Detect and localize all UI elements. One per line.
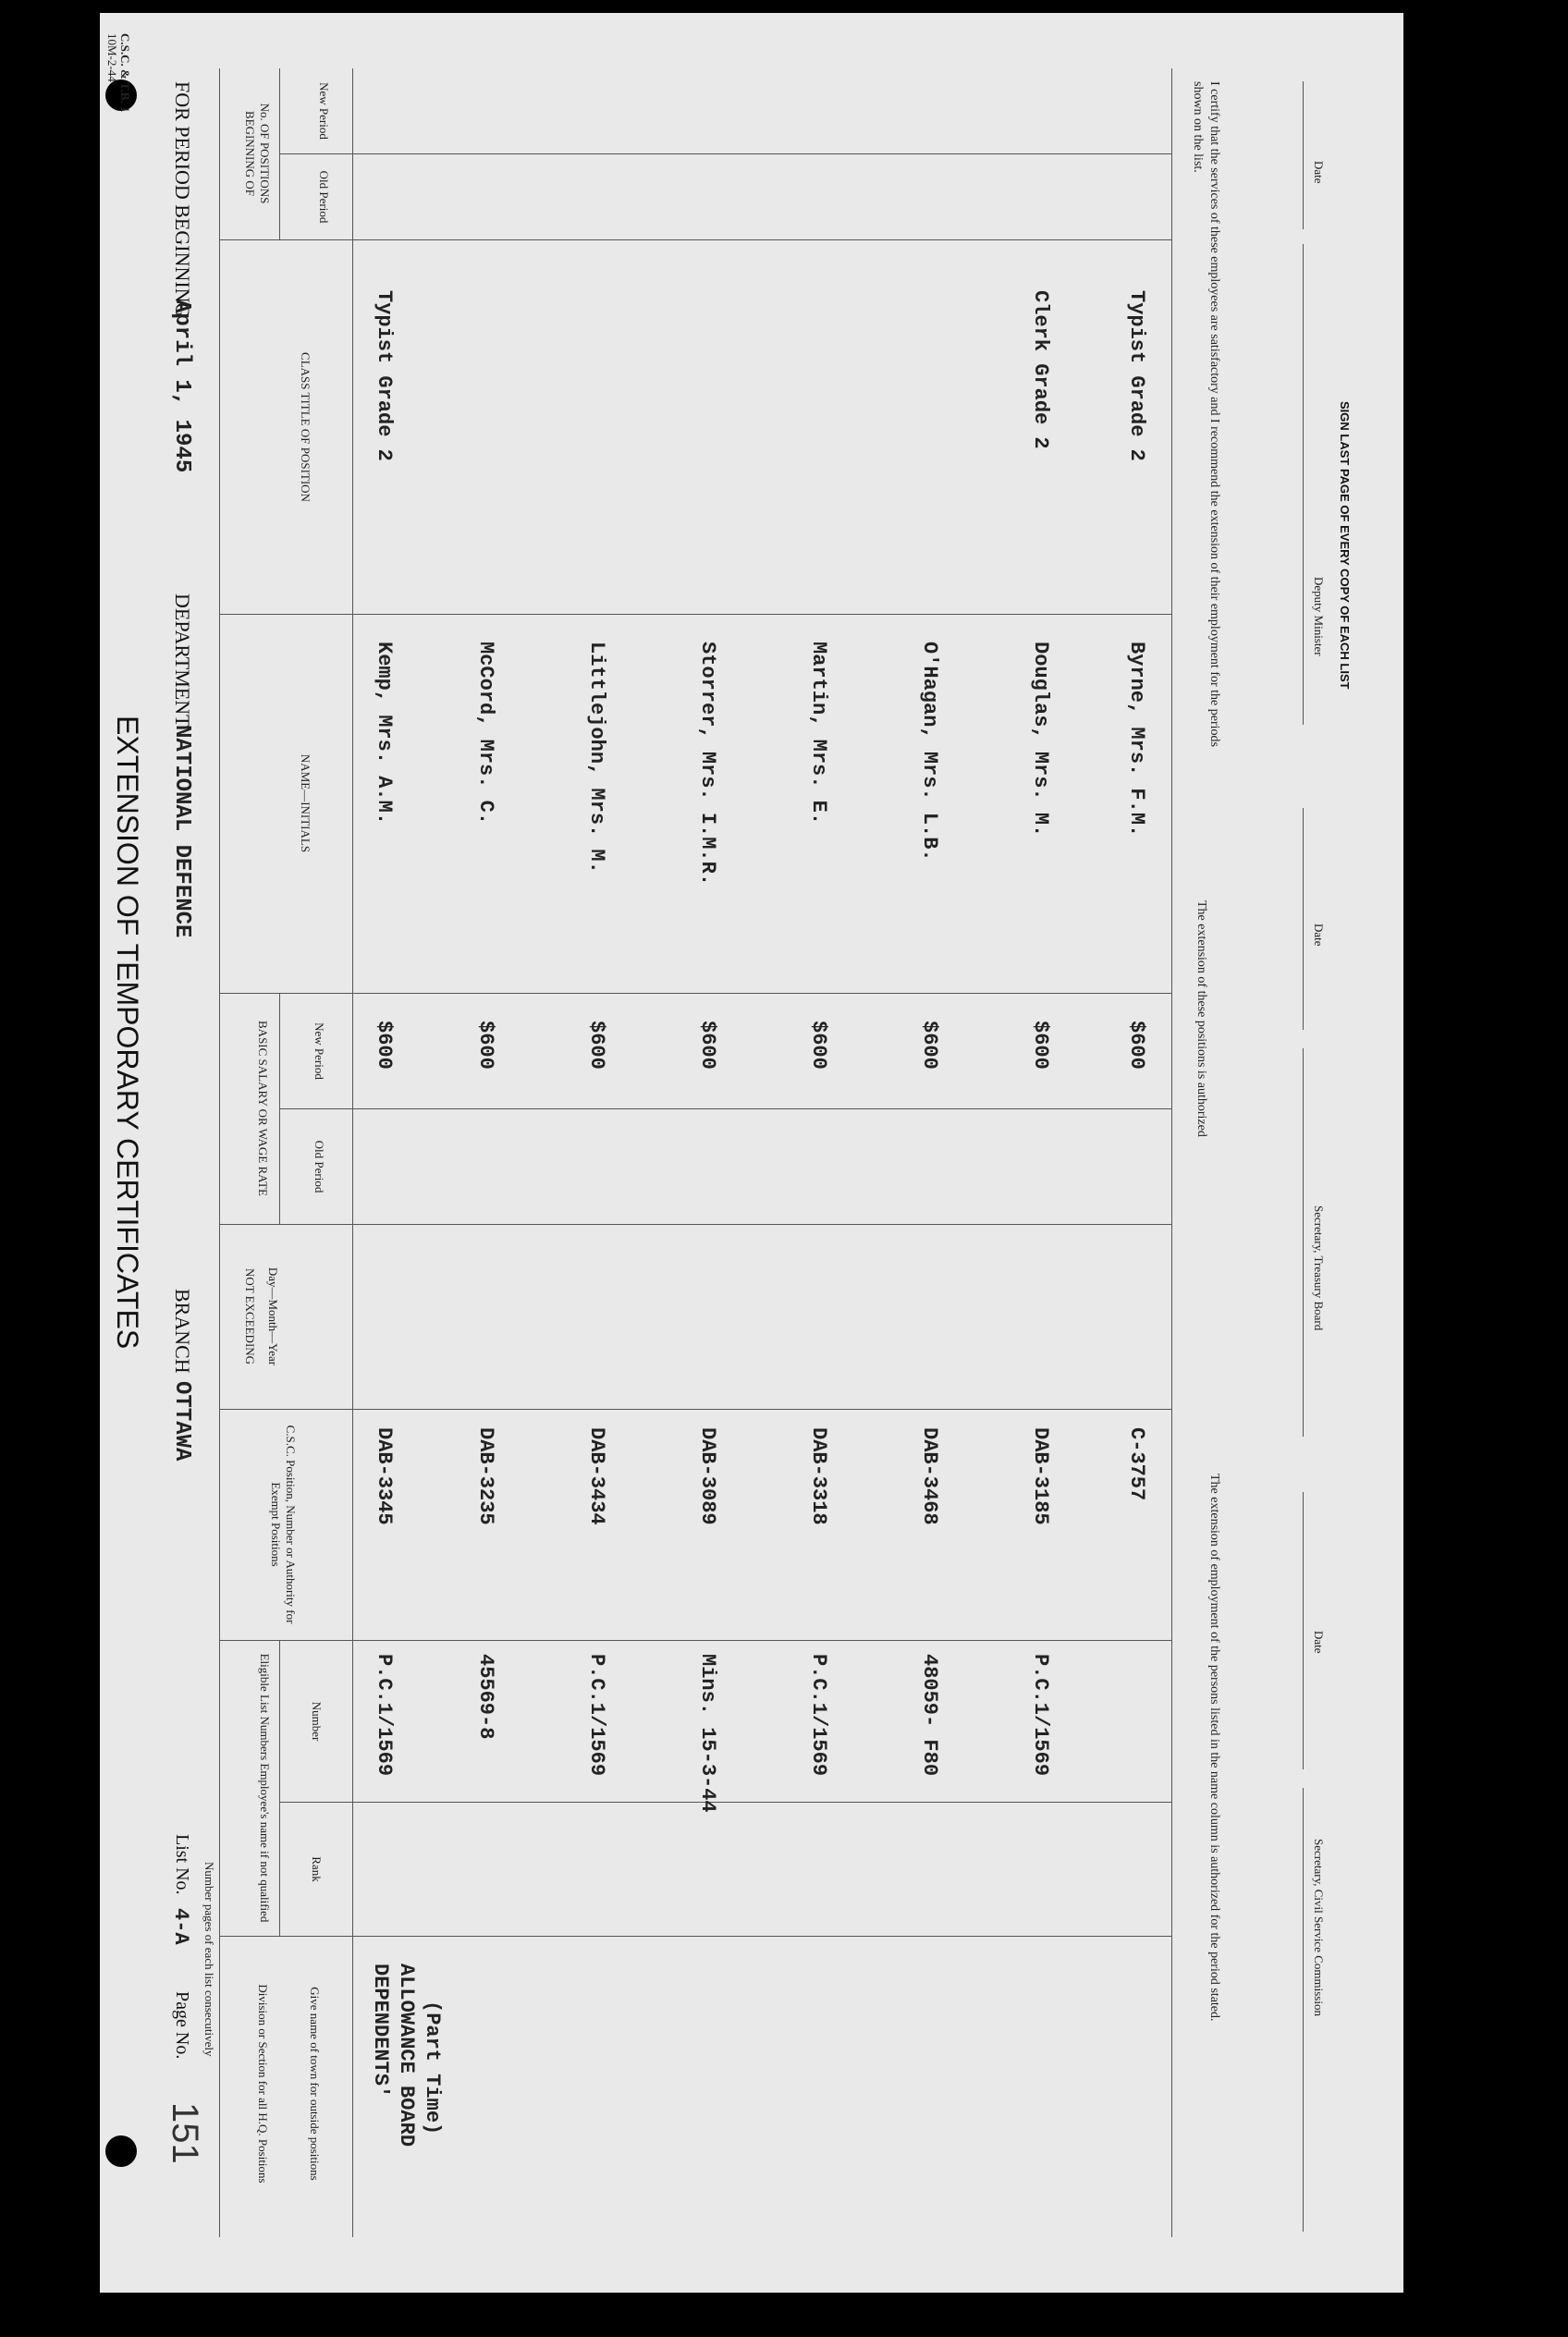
page-no-label: Page No. bbox=[172, 1991, 192, 2060]
row-salary: $600 bbox=[373, 1021, 396, 1070]
col-line-salary bbox=[220, 1224, 1172, 1225]
secretary-treasury-line bbox=[1303, 1048, 1304, 1437]
row-salary: $600 bbox=[1125, 1021, 1148, 1070]
branch-value: OTTAWA bbox=[169, 1381, 194, 1462]
form-code-line1: C.S.C. & T.B. 1 bbox=[118, 33, 132, 113]
row-salary: $600 bbox=[1029, 1021, 1052, 1070]
division-value-line1: DEPENDENTS' bbox=[369, 1964, 392, 2098]
row-salary: $600 bbox=[918, 1021, 941, 1070]
row-csc: DAB-3318 bbox=[807, 1427, 830, 1525]
row-name: Douglas, Mrs. M. bbox=[1029, 642, 1052, 838]
col-header-csc: C.S.C. Position, Number or Authority for Exempt Positions bbox=[268, 1425, 298, 1624]
form-code-line2: 10M-2-44 bbox=[104, 33, 119, 82]
col-header-division-sub: Give name of town for outside positions bbox=[308, 1987, 322, 2181]
col-header-old-period: Old Period bbox=[317, 170, 331, 224]
col-line-eligible-mid bbox=[280, 1802, 1172, 1803]
date1-label: Date bbox=[1312, 161, 1326, 184]
eligible-subline bbox=[279, 1640, 280, 1936]
period-label: FOR PERIOD BEGINNING bbox=[171, 81, 194, 318]
rotated-form bbox=[100, 13, 1403, 2293]
row-class-title: Typist Grade 2 bbox=[373, 290, 396, 461]
date1-line bbox=[1303, 81, 1304, 229]
form-title: EXTENSION OF TEMPORARY CERTIFICATES bbox=[111, 716, 144, 1350]
csc-text: The extension of employment of the persons listed in the name column is authorized for the period stated. bbox=[1207, 1474, 1221, 2022]
col-header-not-exceeding-sub: Day—Month—Year bbox=[266, 1266, 280, 1366]
deputy-minister-label: Deputy Minister bbox=[1312, 577, 1326, 656]
col-header-eligible-number: Number bbox=[310, 1701, 324, 1742]
col-header-eligible: Eligible List Numbers Employee's name if not qualified bbox=[258, 1653, 272, 1923]
row-eligible-number: P.C.1/1569 bbox=[807, 1654, 830, 1777]
row-name: Martin, Mrs. E. bbox=[807, 642, 830, 826]
row-salary: $600 bbox=[696, 1021, 719, 1070]
page-no-value: 151 bbox=[165, 2102, 205, 2164]
row-eligible-number: P.C.1/1569 bbox=[373, 1654, 396, 1777]
row-csc: DAB-3345 bbox=[373, 1427, 396, 1525]
row-salary: $600 bbox=[807, 1021, 830, 1070]
row-csc: DAB-3235 bbox=[474, 1427, 497, 1525]
header-bottom-line bbox=[352, 68, 353, 2237]
page-note: Number pages of each list consecutively bbox=[202, 1862, 216, 2057]
col-line-new-old bbox=[280, 153, 1172, 154]
row-name: Littlejohn, Mrs. M. bbox=[585, 642, 608, 874]
col-line-salary-mid bbox=[280, 1108, 1172, 1109]
row-name: O'Hagan, Mrs. L.B. bbox=[918, 642, 941, 862]
row-salary: $600 bbox=[474, 1021, 497, 1070]
period-value: April 1, 1945 bbox=[169, 300, 194, 473]
row-name: Kemp, Mrs. A.M. bbox=[373, 642, 396, 826]
list-no-label: List No. bbox=[172, 1834, 192, 1895]
row-csc: DAB-3468 bbox=[918, 1427, 941, 1525]
row-name: McCord, Mrs. C. bbox=[474, 642, 497, 826]
col-line-name bbox=[220, 993, 1172, 994]
secretary-csc-label: Secretary, Civil Service Commission bbox=[1312, 1839, 1326, 2016]
row-salary: $600 bbox=[585, 1021, 608, 1070]
form-code bbox=[104, 33, 131, 112]
col-line-csc bbox=[220, 1640, 1172, 1641]
document-sheet bbox=[100, 13, 1403, 2293]
row-eligible-number: Mins. 15-3-44 bbox=[696, 1654, 719, 1813]
table-top-line bbox=[219, 68, 220, 2237]
list-no-value: 4-A bbox=[169, 1908, 192, 1945]
division-value-line2: ALLOWANCE BOARD bbox=[395, 1964, 418, 2147]
col-header-salary-old: Old Period bbox=[312, 1140, 326, 1193]
col-header-salary: BASIC SALARY OR WAGE RATE bbox=[256, 1021, 270, 1196]
deputy-minister-line bbox=[1303, 244, 1304, 725]
date2-label: Date bbox=[1312, 924, 1326, 947]
row-eligible-number: 48059- F80 bbox=[918, 1654, 941, 1777]
row-name: Byrne, Mrs. F.M. bbox=[1125, 642, 1148, 838]
col-header-name: NAME—INITIALS bbox=[299, 753, 312, 853]
row-class-title: Typist Grade 2 bbox=[1125, 290, 1148, 461]
col-header-new-period: New Period bbox=[317, 82, 331, 140]
department-value: NATIONAL DEFENCE bbox=[169, 725, 194, 938]
row-eligible-number: 45569-8 bbox=[474, 1654, 497, 1740]
department-label: DEPARTMENT bbox=[171, 593, 194, 728]
col-header-class-title: CLASS TITLE OF POSITION bbox=[299, 352, 312, 502]
authorized-text: The extension of these positions is authorized bbox=[1194, 900, 1208, 1137]
secretary-treasury-label: Secretary, Treasury Board bbox=[1312, 1205, 1326, 1331]
col-header-division: Division or Section for all H.Q. Positions bbox=[256, 1984, 270, 2184]
row-csc: DAB-3434 bbox=[585, 1427, 608, 1525]
col-line-not-exceeding bbox=[220, 1409, 1172, 1410]
date2-line bbox=[1303, 808, 1304, 1030]
branch-label: BRANCH bbox=[171, 1289, 194, 1374]
col-header-positions: No. OF POSITIONS BEGINNING OF bbox=[242, 103, 272, 204]
date3-line bbox=[1303, 1492, 1304, 1769]
col-header-not-exceeding: NOT EXCEEDING bbox=[243, 1267, 257, 1365]
secretary-csc-line bbox=[1303, 1788, 1304, 2232]
row-eligible-number: P.C.1/1569 bbox=[585, 1654, 608, 1777]
certify-text: I certify that the services of these employees are satisfactory and I recommend the extension of their employment for the periods shown on the list. bbox=[1190, 81, 1221, 747]
row-csc: DAB-3185 bbox=[1029, 1427, 1052, 1525]
date3-label: Date bbox=[1312, 1631, 1326, 1654]
division-value-line3: (Part Time) bbox=[421, 2001, 444, 2135]
row-name: Storrer, Mrs. I.M.R. bbox=[696, 642, 719, 887]
col-header-eligible-rank: Rank bbox=[310, 1856, 324, 1882]
punch-hole-right bbox=[105, 2135, 137, 2167]
col-line-positions bbox=[220, 239, 1172, 240]
table-bottom-line bbox=[1171, 68, 1172, 2237]
row-class-title: Clerk Grade 2 bbox=[1029, 290, 1052, 449]
row-csc: DAB-3089 bbox=[696, 1427, 719, 1525]
row-csc: C-3757 bbox=[1125, 1427, 1148, 1501]
col-header-salary-new: New Period bbox=[312, 1022, 326, 1080]
col-line-class bbox=[220, 614, 1172, 615]
sign-note: SIGN LAST PAGE OF EVERY COPY OF EACH LIST bbox=[1338, 401, 1352, 690]
col-line-eligible bbox=[220, 1936, 1172, 1937]
row-eligible-number: P.C.1/1569 bbox=[1029, 1654, 1052, 1777]
